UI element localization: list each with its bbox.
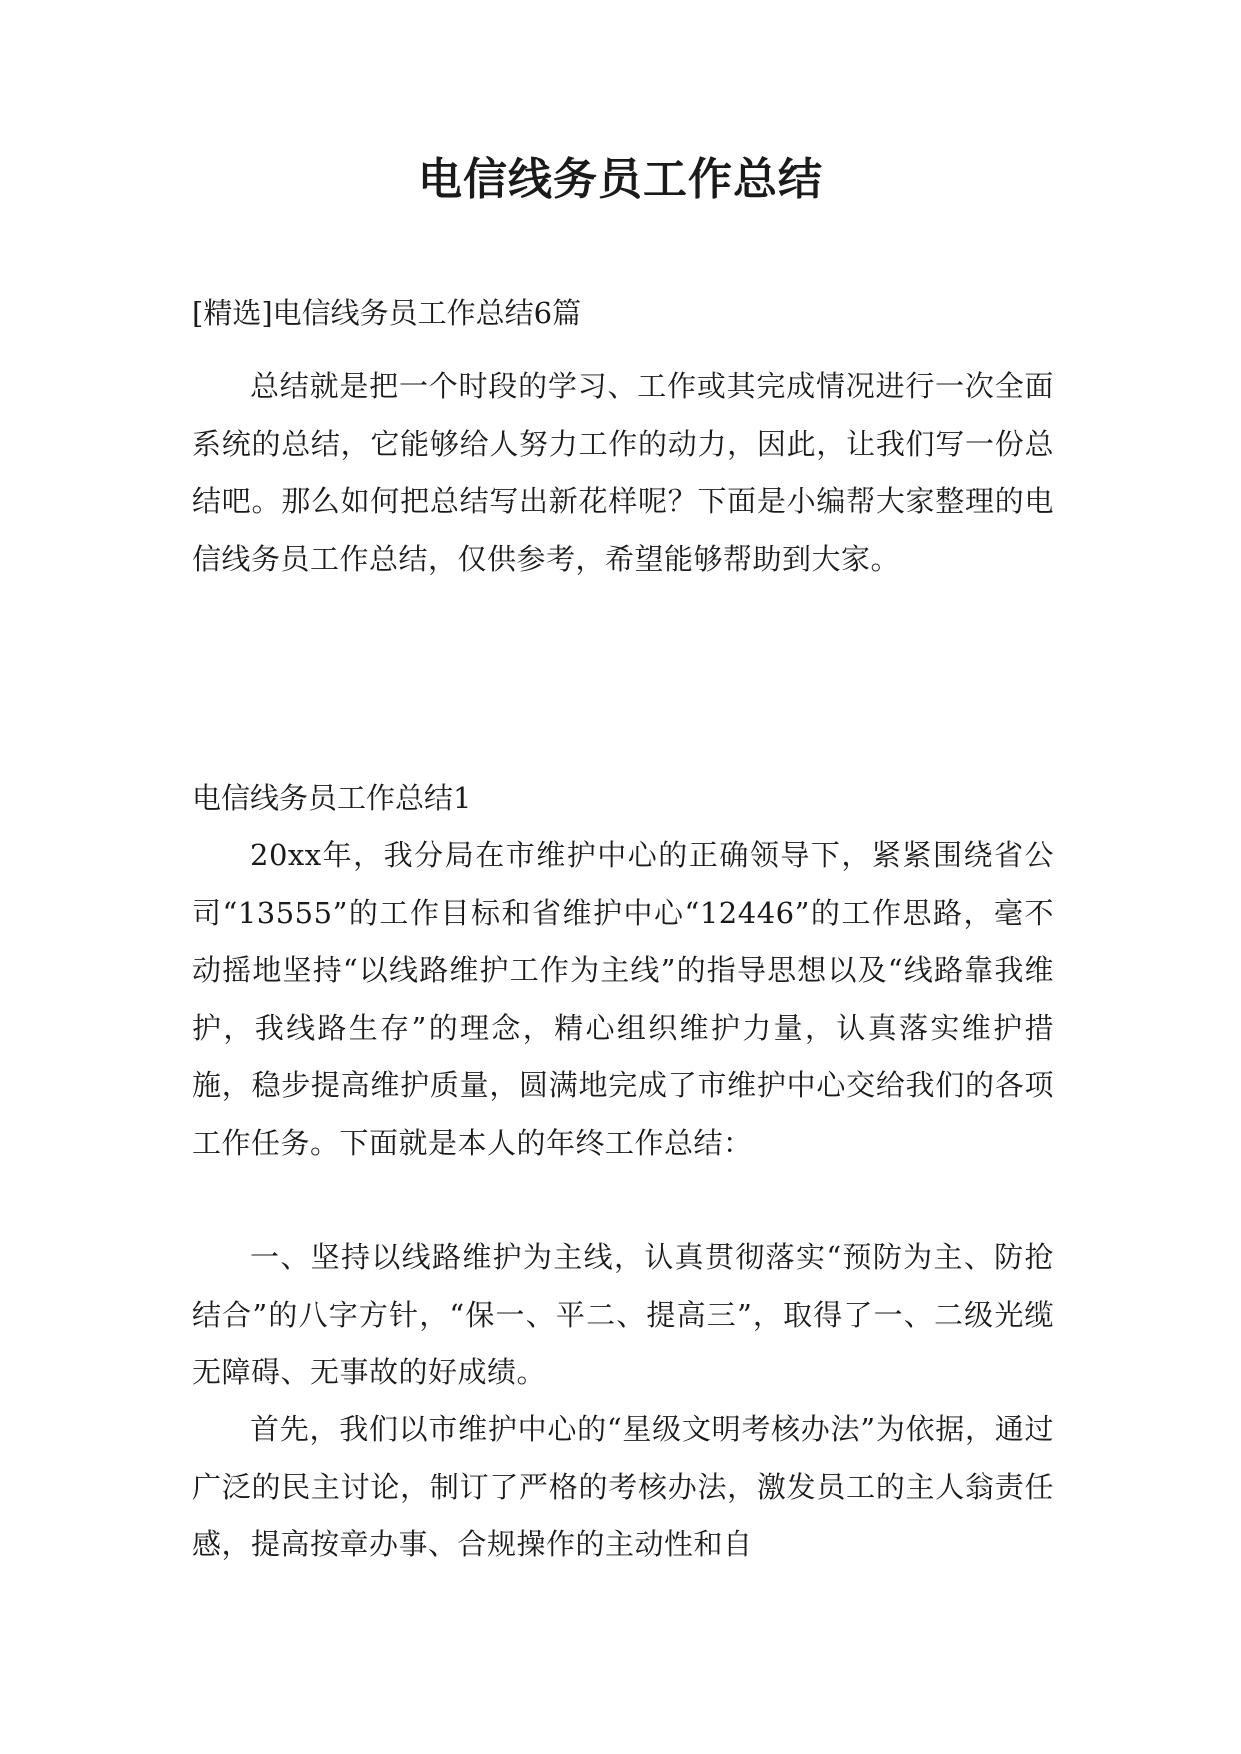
section-heading: 电信线务员工作总结1 [192, 781, 472, 815]
intro-paragraph: 总结就是把一个时段的学习、工作或其完成情况进行一次全面系统的总结，它能够给人努力工作的动力，因此，让我们写一份总结吧。那么如何把总结写出新花样呢？下面是小编帮大家整理的电信线务员工作总结，仅供参考，希望能够帮助到大家。 [192, 369, 1054, 576]
document-title: 电信线务员工作总结 [418, 154, 823, 205]
body-paragraph-1: 20xx年，我分局在市维护中心的正确领导下，紧紧围绕省公司“13555”的工作目标和省维护中心“12446”的工作思路，毫不动摇地坚持“以线路维护工作为主线”的指导思想以及“线路靠我维护，我线路生存”的理念，精心组织维护力量，认真落实维护措施，稳步提高维护质量，圆满地完成了市维护中心交给我们的各项工作任务。下面就是本人的年终工作总结： [192, 838, 1054, 1160]
document-subtitle: [精选]电信线务员工作总结6篇 [192, 296, 582, 330]
body-paragraph-3: 首先，我们以市维护中心的“星级文明考核办法”为依据，通过广泛的民主讨论，制订了严格的考核办法，激发员工的主人翁责任感，提高按章办事、合规操作的主动性和自 [192, 1412, 1054, 1561]
body-paragraph-2: 一、坚持以线路维护为主线，认真贯彻落实“预防为主、防抢结合”的八字方针，“保一、平二、提高三”，取得了一、二级光缆无障碍、无事故的好成绩。 [192, 1240, 1054, 1389]
